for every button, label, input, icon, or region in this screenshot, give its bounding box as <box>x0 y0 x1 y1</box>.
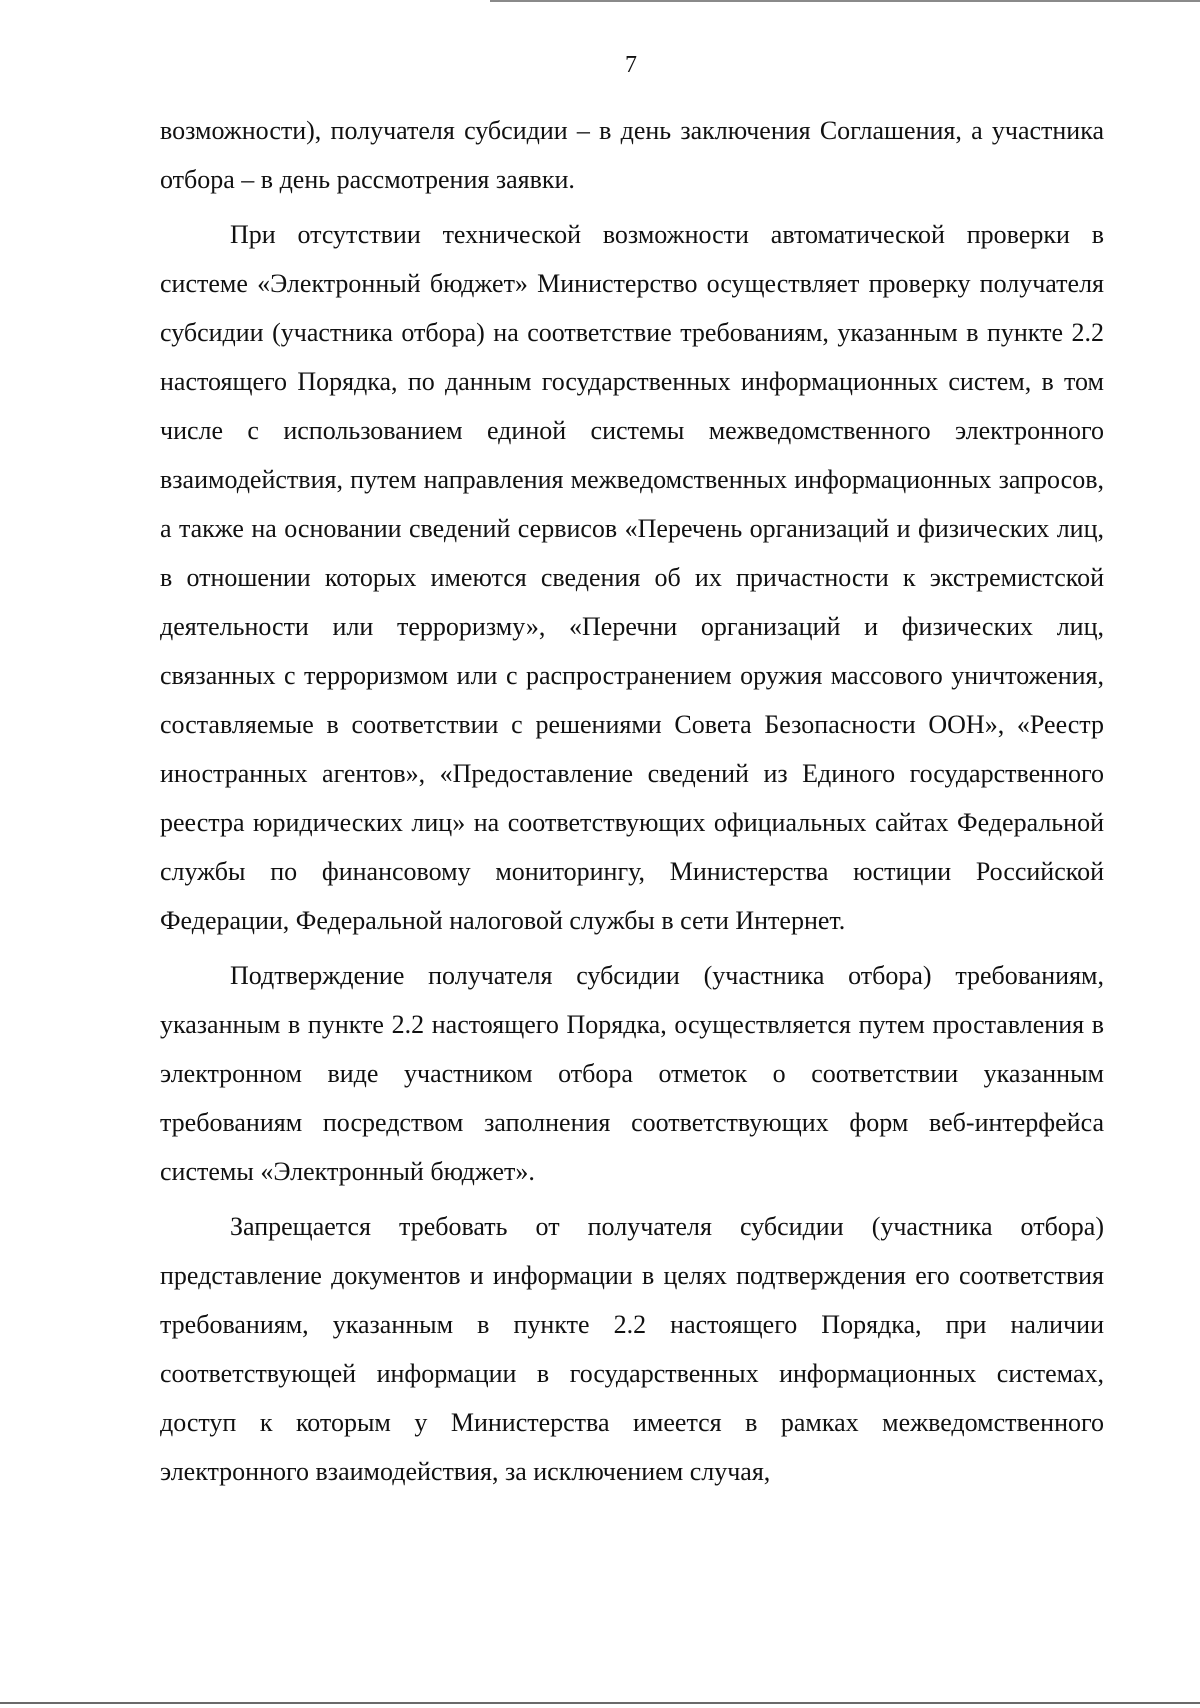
scan-edge-bottom <box>0 1702 1200 1704</box>
paragraph-verification: При отсутствии технической возможности автоматической проверки в системе «Электронный бюджет» Министерство осуществляет проверку получателя субсидии (участника отбора) на соответствие требованиям, указанным в пункте 2.2 настоящего Порядка, по данным государственных информационных систем, в том числе с использованием единой системы межведомственного электронного взаимодействия, путем направления межведомственных информационных запросов, а также на основании сведений сервисов «Перечень организаций и физических лиц, в отношении которых имеются сведения об их причастности к экстремистской деятельности или терроризму», «Перечни организаций и физических лиц, связанных с терроризмом или с распространением оружия массового уничтожения, составляемые в соответствии с решениями Совета Безопасности ООН», «Реестр иностранных агентов», «Предоставление сведений из Единого государственного реестра юридических лиц» на соответствующих официальных сайтах Федеральной службы по финансовому мониторингу, Министерства юстиции Российской Федерации, Федеральной налоговой службы в сети Интернет. <box>160 220 1104 935</box>
paragraph-continuation: возможности), получателя субсидии – в день заключения Соглашения, а участника отбора – в день рассмотрения заявки. <box>160 116 1104 194</box>
page-number: 7 <box>625 52 637 78</box>
paragraph-confirmation: Подтверждение получателя субсидии (участника отбора) требованиям, указанным в пункте 2.2 настоящего Порядка, осуществляется путем проставления в электронном виде участником отбора отметок о соответствии указанным требованиям посредством заполнения соответствующих форм веб-интерфейса системы «Электронный бюджет». <box>160 961 1104 1186</box>
paragraph-prohibition: Запрещается требовать от получателя субсидии (участника отбора) представление документов и информации в целях подтверждения его соответствия требованиям, указанным в пункте 2.2 настоящего Порядка, при наличии соответствующей информации в государственных информационных системах, доступ к которым у Министерства имеется в рамках межведомственного электронного взаимодействия, за исключением случая, <box>160 1212 1104 1486</box>
document-body <box>160 106 1104 1496</box>
scan-edge-top <box>490 0 1200 2</box>
